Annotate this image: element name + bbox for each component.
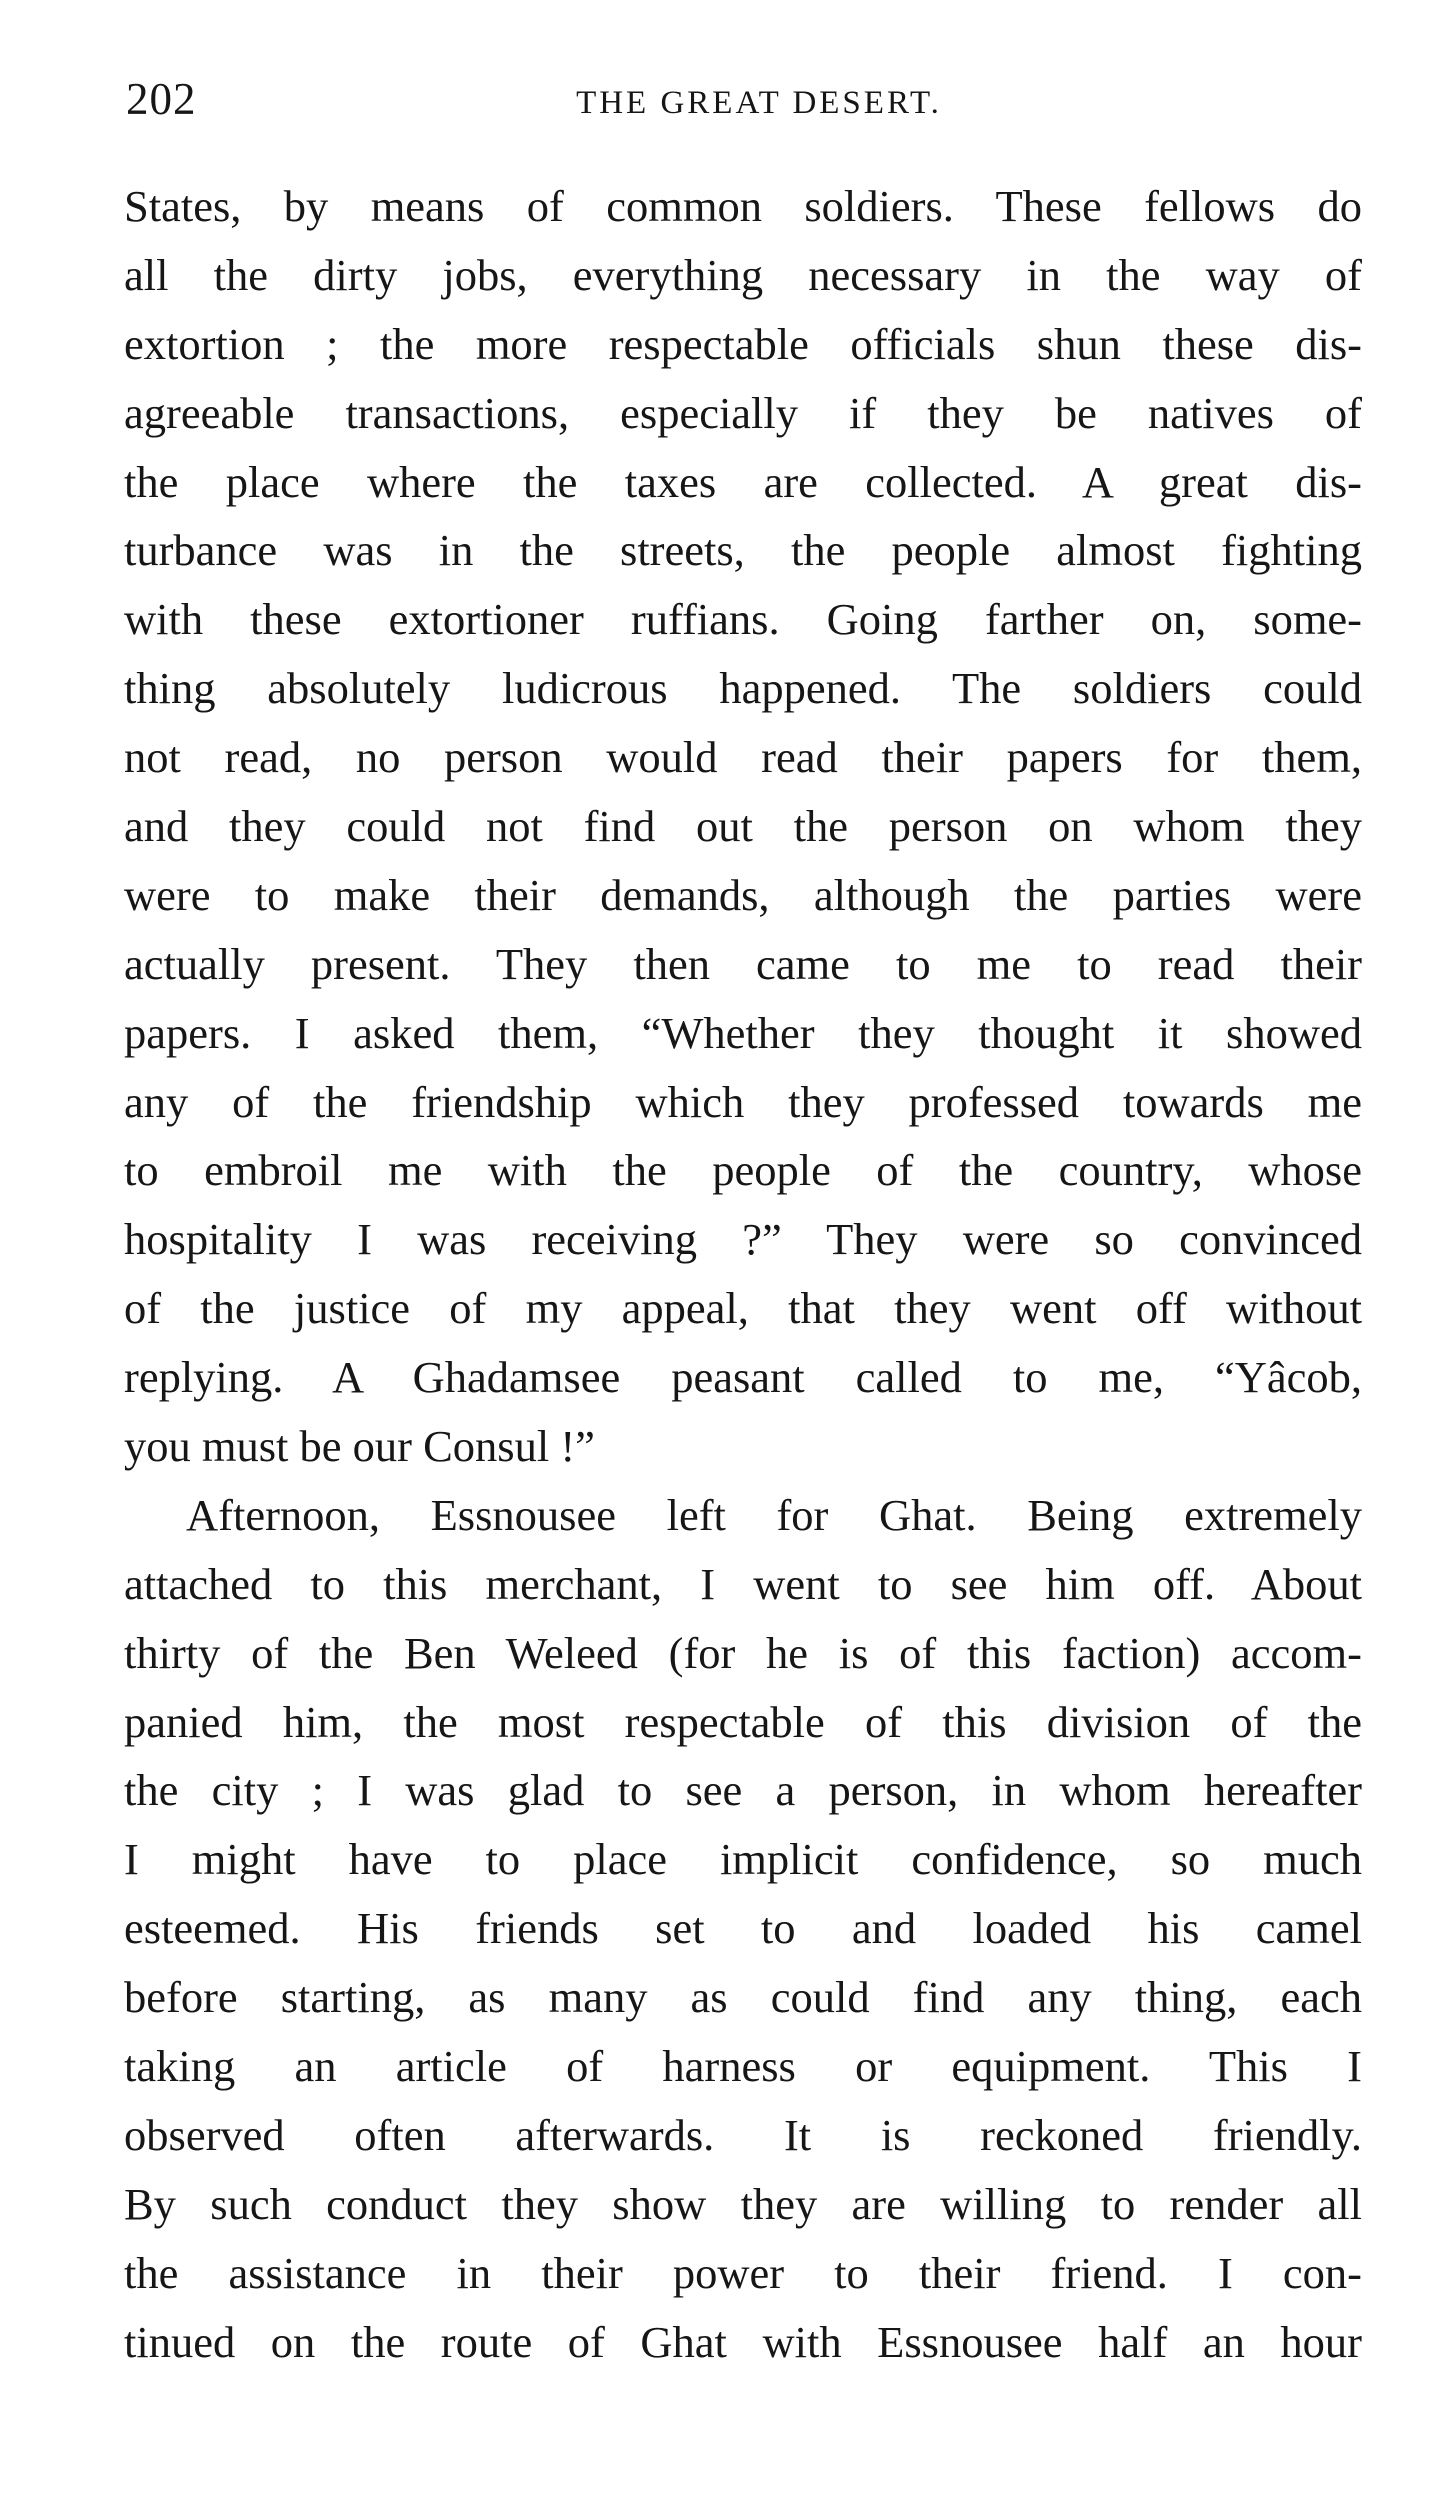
- text-line: thing absolutely ludicrous happened. The soldiers could: [124, 663, 1362, 714]
- text-line: replying. A Ghadamsee peasant called to me, “Yâcob,: [124, 1352, 1362, 1403]
- text-line: tinued on the route of Ghat with Essnousee half an hour: [124, 2316, 1362, 2367]
- text-line: turbance was in the streets, the people almost fighting: [124, 525, 1362, 576]
- text-line: all the dirty jobs, everything necessary in the way of: [124, 249, 1362, 300]
- text-line: of the justice of my appeal, that they went off without: [124, 1283, 1362, 1334]
- text-line: not read, no person would read their papers for them,: [124, 732, 1362, 783]
- text-line: attached to this merchant, I went to see him off. About: [124, 1558, 1362, 1609]
- text-line: observed often afterwards. It is reckoned friendly.: [124, 2109, 1362, 2160]
- body-text: [124, 172, 1362, 2377]
- paragraph-2: [124, 1481, 1362, 2377]
- text-line: and they could not find out the person on whom they: [124, 801, 1362, 852]
- text-line: By such conduct they show they are willing to render all: [124, 2178, 1362, 2229]
- text-line: esteemed. His friends set to and loaded his camel: [124, 1903, 1362, 1954]
- text-line: were to make their demands, although the parties were: [124, 869, 1362, 920]
- text-line: the city ; I was glad to see a person, in whom hereafter: [124, 1765, 1362, 1816]
- text-line: extortion ; the more respectable officials shun these dis-: [124, 318, 1362, 369]
- paragraph-1: [124, 172, 1362, 1481]
- text-line: actually present. They then came to me to read their: [124, 938, 1362, 989]
- text-line: before starting, as many as could find any thing, each: [124, 1972, 1362, 2023]
- text-line: to embroil me with the people of the country, whose: [124, 1145, 1362, 1196]
- text-line: taking an article of harness or equipment. This I: [124, 2041, 1362, 2092]
- text-line: any of the friendship which they professed towards me: [124, 1076, 1362, 1127]
- running-head: [126, 64, 1362, 134]
- text-line: hospitality I was receiving ?” They were so convinced: [124, 1214, 1362, 1265]
- text-line: the place where the taxes are collected. A great dis-: [124, 456, 1362, 507]
- text-line: thirty of the Ben Weleed (for he is of this faction) accom-: [124, 1627, 1362, 1678]
- text-line: States, by means of common soldiers. These fellows do: [124, 181, 1362, 231]
- text-line: you must be our Consul !”: [124, 1421, 595, 1472]
- text-line: I might have to place implicit confidence, so much: [124, 1834, 1362, 1885]
- text-line: with these extortioner ruffians. Going farther on, some-: [124, 594, 1362, 645]
- text-line: the assistance in their power to their friend. I con-: [124, 2247, 1362, 2298]
- text-line: agreeable transactions, especially if they be natives of: [124, 387, 1362, 438]
- text-line: Afternoon, Essnousee left for Ghat. Being extremely: [186, 1489, 1362, 1540]
- text-line: papers. I asked them, “Whether they thought it showed: [124, 1007, 1362, 1058]
- running-title: THE GREAT DESERT.: [576, 85, 942, 121]
- text-line: panied him, the most respectable of this division of the: [124, 1696, 1362, 1747]
- page-number: 202: [126, 74, 197, 124]
